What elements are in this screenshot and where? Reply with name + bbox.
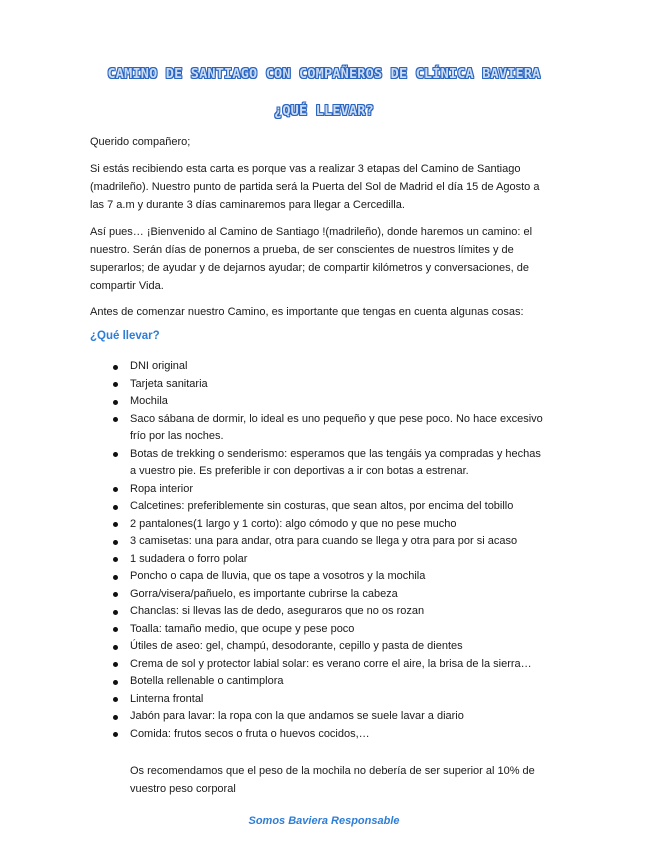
bullet-icon bbox=[113, 575, 118, 580]
list-item bbox=[0, 708, 547, 726]
list-item bbox=[0, 516, 547, 534]
section-heading: ¿Qué llevar? bbox=[90, 330, 160, 342]
list-item bbox=[0, 691, 547, 709]
bullet-icon bbox=[113, 697, 118, 702]
bullet-icon bbox=[113, 487, 118, 492]
list-item bbox=[0, 621, 547, 639]
list-item-text: Tarjeta sanitaria bbox=[130, 377, 208, 390]
bullet-icon bbox=[113, 645, 118, 650]
footer-slogan: Somos Baviera Responsable bbox=[248, 815, 400, 827]
list-item bbox=[0, 446, 547, 481]
greeting-paragraph: Querido compañero; bbox=[90, 136, 191, 148]
list-item-text: Botella rellenable o cantimplora bbox=[130, 675, 284, 687]
bullet-icon bbox=[113, 662, 118, 667]
document-subtitle: ¿QUÉ LLEVAR? bbox=[274, 103, 374, 119]
list-item bbox=[0, 481, 547, 499]
list-item bbox=[0, 498, 547, 516]
list-item bbox=[0, 673, 547, 691]
list-item-text: DNI original bbox=[130, 360, 188, 372]
bullet-icon bbox=[113, 382, 118, 387]
list-item bbox=[0, 376, 547, 394]
list-item bbox=[0, 358, 547, 376]
bullet-icon bbox=[113, 610, 118, 615]
bullet-icon bbox=[113, 365, 118, 370]
bullet-icon bbox=[113, 557, 118, 562]
list-item bbox=[0, 551, 547, 569]
bullet-icon bbox=[113, 592, 118, 597]
list-item bbox=[0, 726, 547, 744]
list-item-text: Chanclas: si llevas las de dedo, aseguraros que no os rozan bbox=[130, 605, 425, 617]
welcome-paragraph: Así pues… ¡Bienvenido al Camino de Santiago !(madrileño), donde haremos un camino: el nuestro. Serán días de ponernos a prueba, de ser conscientes de nuestros límites y de superarlos; de ayudar y de dejarnos ayudar; de compartir kilómetros y conversaciones, de compartir Vida. bbox=[90, 226, 533, 292]
list-item-text: 1 sudadera o forro polar bbox=[130, 552, 248, 565]
list-item-text: Calcetines: preferiblemente sin costuras, que sean altos, por encima del tobillo bbox=[130, 500, 514, 512]
list-item bbox=[0, 533, 547, 551]
bullet-icon bbox=[113, 627, 118, 632]
list-item-text: Linterna frontal bbox=[130, 692, 204, 705]
list-item bbox=[0, 411, 547, 446]
list-item-text: Comida: frutos secos o fruta o huevos cocidos,… bbox=[130, 727, 370, 740]
bullet-icon bbox=[113, 417, 118, 422]
list-item bbox=[0, 656, 547, 674]
intro-paragraph: Si estás recibiendo esta carta es porque vas a realizar 3 etapas del Camino de Santiago (madrileño). Nuestro punto de partida será la Puerta del Sol de Madrid el día 15 de Agosto a las 7 a.m y durante 3 días caminaremos para llegar a Cercedilla. bbox=[90, 163, 540, 211]
list-item-text: Crema de sol y protector labial solar: es verano corre el aire, la brisa de la sierra… bbox=[130, 657, 532, 670]
bullet-icon bbox=[113, 505, 118, 510]
bullet-icon bbox=[113, 680, 118, 685]
list-item-text: Jabón para lavar: la ropa con la que andamos se suele lavar a diario bbox=[130, 710, 464, 722]
list-item-text: Gorra/visera/pañuelo, es importante cubrirse la cabeza bbox=[130, 587, 398, 600]
list-item bbox=[0, 586, 547, 604]
list-item bbox=[0, 603, 547, 621]
bullet-icon bbox=[113, 732, 118, 737]
bullet-icon bbox=[113, 522, 118, 527]
list-item-text: Ropa interior bbox=[130, 482, 193, 495]
before-paragraph: Antes de comenzar nuestro Camino, es importante que tengas en cuenta algunas cosas: bbox=[90, 306, 524, 318]
list-item-text: Útiles de aseo: gel, champú, desodorante, cepillo y pasta de dientes bbox=[130, 640, 463, 652]
list-item-text: 2 pantalones(1 largo y 1 corto): algo cómodo y que no pese mucho bbox=[130, 517, 457, 530]
list-item-text: Botas de trekking o senderismo: esperamos que las tengáis ya compradas y hechas a vuestro pie. Es preferible ir con deportivas a ir con botas a estrenar. bbox=[130, 447, 541, 477]
list-item-text: 3 camisetas: una para andar, otra para cuando se llega y otra para por si acaso bbox=[130, 535, 518, 547]
list-item-text: Poncho o capa de lluvia, que os tape a vosotros y la mochila bbox=[130, 570, 426, 582]
bullet-icon bbox=[113, 715, 118, 720]
bullet-icon bbox=[113, 540, 118, 545]
list-item-text: Saco sábana de dormir, lo ideal es uno pequeño y que pese poco. No hace excesivo frío por las noches. bbox=[130, 412, 543, 442]
bullet-icon bbox=[113, 400, 118, 405]
list-item bbox=[0, 568, 547, 586]
list-item-text: Mochila bbox=[130, 395, 168, 407]
document-title: CAMINO DE SANTIAGO CON COMPAÑEROS DE CLÍNICA BAVIERA bbox=[107, 66, 541, 82]
list-item bbox=[0, 638, 547, 656]
weight-note-paragraph: Os recomendamos que el peso de la mochila no debería de ser superior al 10% de vuestro peso corporal bbox=[130, 765, 535, 795]
bullet-icon bbox=[113, 452, 118, 457]
list-item bbox=[0, 393, 547, 411]
list-item-text: Toalla: tamaño medio, que ocupe y pese poco bbox=[130, 622, 355, 635]
packing-list bbox=[0, 358, 648, 743]
